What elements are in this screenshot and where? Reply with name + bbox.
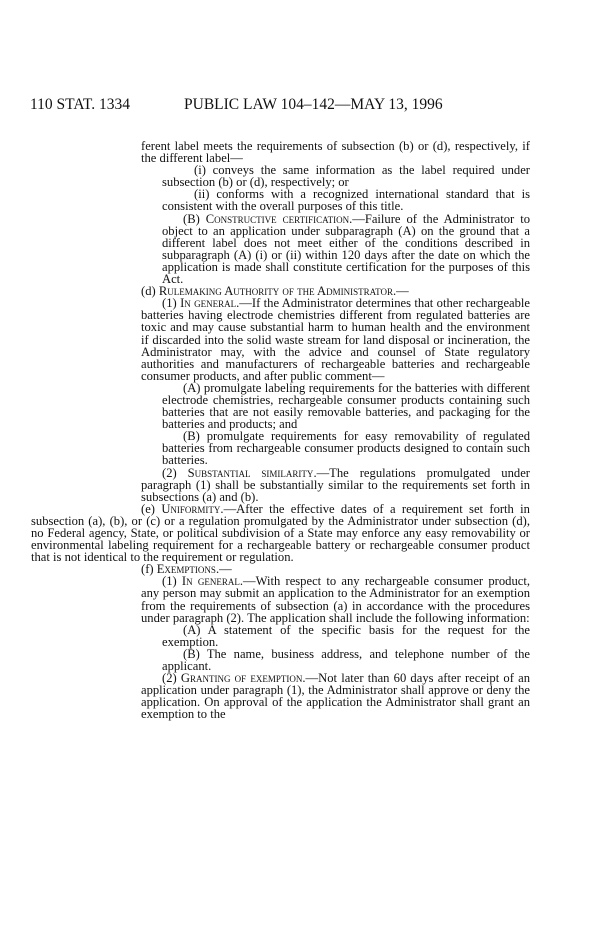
statute-paragraph [141, 467, 530, 503]
paragraph-heading: Exemptions [156, 562, 216, 577]
paragraph-text: .—If the Administrator determines that other rechargeable batteries having electrode chemistries different from regulated batteries are toxic and may cause substantial harm to human health and the environment if discarded into the solid waste stream for land disposal or incineration, the Administrator may, with the advice and counsel of State regulatory authorities and manufacturers of rechargeable batteries and rechargeable consumer products, and after public comment— [141, 296, 531, 383]
paragraph-text: .—Not later than 60 days after receipt of an application under paragraph (1), the Administrator shall approve or deny the application. On approval of the application the Administrator shall grant an exemption to the [141, 671, 530, 722]
statute-paragraph [141, 140, 530, 164]
paragraph-text: (ii) conforms with a recognized international standard that is consistent with the overall purposes of this title. [162, 187, 530, 214]
statute-paragraph [141, 648, 530, 672]
page-citation: 110 STAT. 1334 [30, 96, 130, 113]
paragraph-designation: (d) [141, 284, 159, 299]
paragraph-designation: (f) [141, 562, 157, 577]
paragraph-heading: Rulemaking Authority of the Administrator [158, 284, 393, 299]
paragraph-heading: Constructive certification [205, 211, 350, 226]
paragraph-text: (A) A statement of the specific basis for the request for the exemption. [162, 622, 530, 649]
paragraph-designation: (B) [183, 211, 206, 226]
statute-paragraph [141, 624, 530, 648]
paragraph-text: (A) promulgate labeling requirements for the batteries with different electrode chemistries, rechargeable consumer products containing such batteries that are not easily removable batteries, and packaging for the batteries and products; and [162, 380, 530, 432]
statute-paragraph [141, 213, 530, 286]
statute-paragraph [141, 430, 530, 466]
paragraph-heading: Granting of exemption [180, 671, 303, 686]
paragraph-heading: In general [181, 574, 240, 589]
statute-paragraph [141, 382, 530, 430]
statute-paragraph [141, 164, 530, 188]
statute-text [31, 139, 531, 722]
paragraph-text: .—Failure of the Administrator to object to an application under subparagraph (A) on the ground that a different label does not meet either of the conditions described in subparagraph (A) (i) or (ii) within 120 days after the date on which the application is made shall constitute certification for the purposes of this Act. [162, 211, 531, 287]
paragraph-heading: Uniformity [161, 501, 221, 516]
paragraph-text: (B) The name, business address, and telephone number of the applicant. [162, 646, 530, 674]
paragraph-text: .— [215, 562, 232, 577]
statute-paragraph [141, 297, 530, 382]
paragraph-heading: Substantial similarity [187, 465, 314, 480]
statute-paragraph [141, 672, 530, 720]
paragraph-text: (i) conveys the same information as the label required under subsection (b) or (d), respectively; or [162, 163, 530, 190]
paragraph-text: .—The regulations promulgated under paragraph (1) shall be substantially similar to the requirements set forth in subsections (a) and (b). [141, 465, 530, 504]
page-header [30, 96, 570, 116]
paragraph-designation: (1) [162, 574, 182, 589]
paragraph-heading: In general [180, 296, 237, 311]
paragraph-designation: (e) [141, 501, 162, 516]
statute-paragraph [141, 575, 530, 623]
paragraph-text: .—After the effective dates of a requirement set forth in subsection (a), (b), or (c) or a regulation promulgated by the Administrator under subsection (d), no Federal agency, State, or political subdivision of a State may enforce any easy removability or environmental labeling requirement for a rechargeable battery or rechargeable consumer product that is not identical to the requirement or regulation. [31, 501, 530, 565]
running-head: PUBLIC LAW 104–142—MAY 13, 1996 [184, 96, 443, 113]
statute-paragraph [31, 503, 530, 563]
paragraph-designation: (2) [162, 465, 188, 480]
paragraph-text: ferent label meets the requirements of subsection (b) or (d), respectively, if the different label— [141, 139, 530, 166]
paragraph-text: .—With respect to any rechargeable consumer product, any person may submit an application to the Administrator for an exemption from the requirements of subsection (a) in accordance with the procedures under paragraph (2). The application shall include the following information: [141, 574, 530, 625]
paragraph-designation: (2) [162, 671, 181, 686]
statute-paragraph [141, 188, 530, 212]
paragraph-text: (B) promulgate requirements for easy removability of regulated batteries from rechargeable consumer products designed to contain such batteries. [162, 429, 530, 468]
paragraph-designation: (1) [162, 296, 181, 311]
paragraph-text: .— [392, 284, 409, 299]
